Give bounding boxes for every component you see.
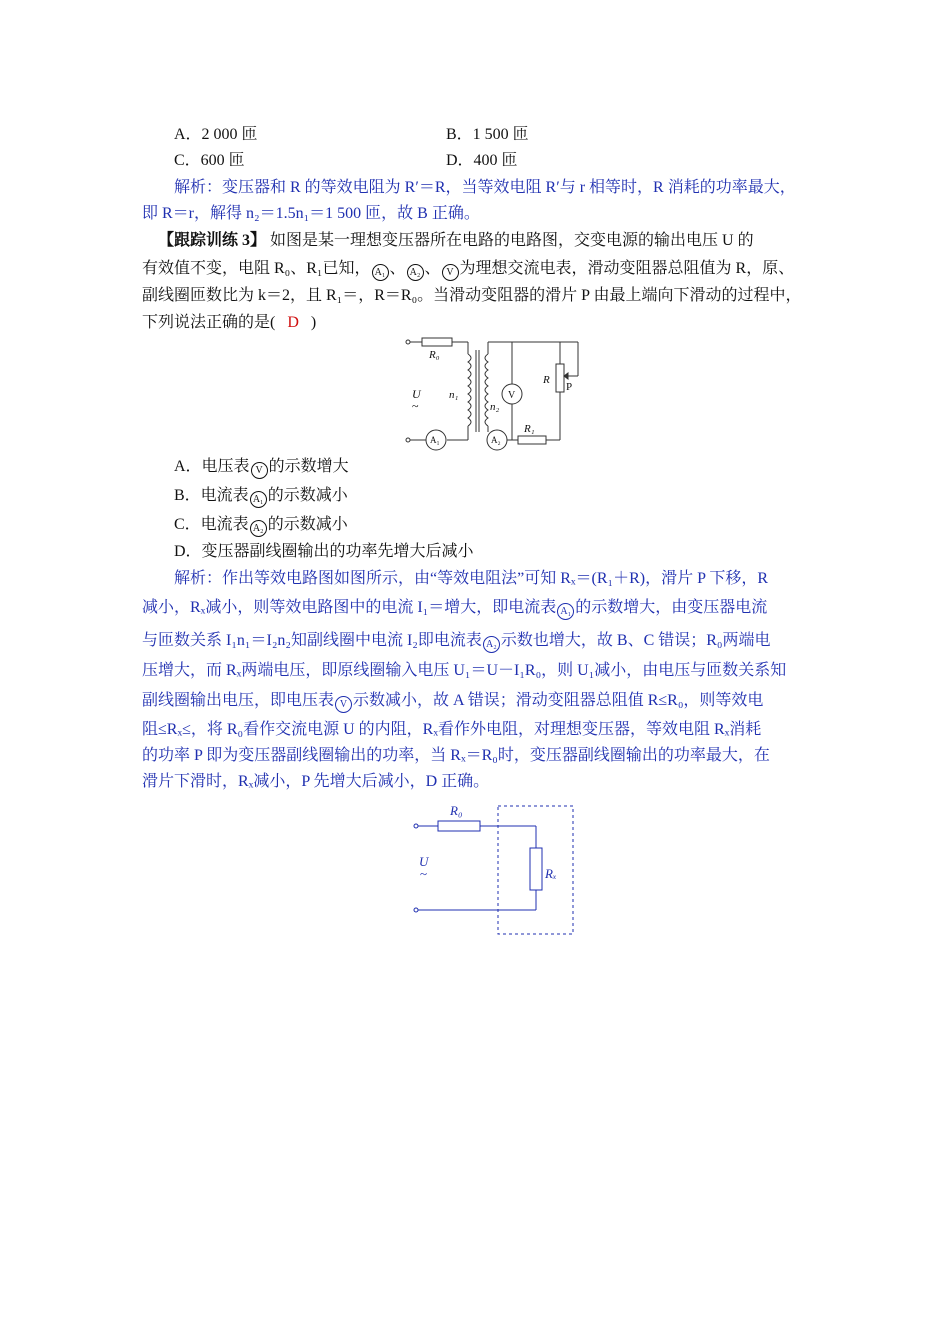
question-text-4b: ) <box>310 314 317 331</box>
equivalent-box <box>498 806 573 934</box>
analysis-l2-pre: 减小，Rₓ减小，则等效电路图中的电流 I₁＝增大，即电流表 <box>142 599 557 616</box>
analysis-l3-pre: 与匝数关系 I₁n₁＝I₂n₂知副线圈中电流 I₂即电流表 <box>142 632 482 649</box>
option-b <box>174 485 348 508</box>
label-r: R <box>543 374 550 386</box>
label-u: U <box>419 854 429 869</box>
question-line4 <box>142 312 316 334</box>
option-c-pre: C．电流表 <box>174 516 249 533</box>
rheostat-r <box>556 364 564 392</box>
analysis-line6: 阻≤Rₓ≤，将 R₀看作交流电源 U 的内阻，Rₓ看作外电阻，对理想变压器，等效电阻 Rₓ消耗 <box>142 721 762 738</box>
label-v: V <box>508 390 516 401</box>
equivalent-circuit-diagram <box>408 798 580 938</box>
analysis-line5 <box>142 690 763 713</box>
ammeter-a1-icon: A₁ <box>250 491 267 508</box>
voltmeter-icon: V <box>335 696 352 713</box>
label-n2: n₂ <box>490 401 500 413</box>
analysis-line3 <box>142 630 771 653</box>
label-r0: R₀ <box>429 349 440 361</box>
ammeter-a1-icon: A₁ <box>557 603 574 620</box>
resistor-r0 <box>438 821 480 831</box>
label-p: P <box>566 381 573 393</box>
terminal-top <box>406 340 410 344</box>
analysis-line4: 压增大，而 Rₓ两端电压，即原线圈输入电压 U₁＝U－I₁R₀，则 U₁减小，由电压与匝数关系知 <box>142 662 787 679</box>
question-text-2a: 有效值不变，电阻 R₀、R₁已知， <box>142 260 371 277</box>
primary-coil <box>468 354 471 426</box>
sep: 、 <box>424 260 441 277</box>
option-a-pre: A．电压表 <box>174 458 250 475</box>
resistor-r0 <box>422 338 452 346</box>
label-u: U <box>412 387 421 401</box>
option-b-pre: B．电流表 <box>174 487 249 504</box>
option-a-prev: A．2 000 匝 <box>174 126 258 143</box>
label-tilde: ~ <box>420 866 428 881</box>
resistor-rx <box>530 848 542 890</box>
analysis-l5-pre: 副线圈输出电压，即电压表 <box>142 692 335 709</box>
answer: D <box>287 314 299 331</box>
label-r0: R₀ <box>450 803 463 818</box>
analysis-line8: 滑片下滑时，Rₓ减小，P 先增大后减小，D 正确。 <box>142 773 490 790</box>
label-tilde: ~ <box>412 399 419 413</box>
voltmeter-icon: V <box>251 462 268 479</box>
voltmeter-icon: V <box>442 264 459 281</box>
analysis-l2-post: 的示数增大，由变压器电流 <box>575 599 768 616</box>
label-a1: A₁ <box>430 435 440 445</box>
ammeter-a1-icon: A₁ <box>372 264 389 281</box>
question-tag: 【跟踪训练 3】 <box>158 232 267 249</box>
option-a <box>174 456 349 479</box>
option-c-prev: C．600 匝 <box>174 152 245 169</box>
question-text-4a: 下列说法正确的是( <box>142 314 276 331</box>
secondary-coil <box>485 354 488 426</box>
terminal-bottom <box>414 908 418 912</box>
transformer-circuit-diagram <box>400 332 590 454</box>
analysis-line1: 解析：作出等效电路图如图所示，由“等效电阻法”可知 Rₓ＝(R₁＋R)，滑片 P 下移，R <box>174 570 769 587</box>
label-r1: R₁ <box>524 423 535 435</box>
option-c-post: 的示数减小 <box>267 516 348 533</box>
analysis-l5-post: 示数减小，故 A 错误；滑动变阻器总阻值 R≤R₀，则等效电 <box>353 692 764 709</box>
prev-analysis-line2: 即 R＝r，解得 n₂＝1.5n₁＝1 500 匝，故 B 正确。 <box>142 205 480 222</box>
option-b-prev: B．1 500 匝 <box>446 126 529 143</box>
terminal-bottom <box>406 438 410 442</box>
label-a2: A₂ <box>491 435 501 445</box>
option-d: D．变压器副线圈输出的功率先增大后减小 <box>174 543 474 560</box>
ammeter-a2-icon: A₂ <box>250 520 267 537</box>
terminal-top <box>414 824 418 828</box>
sep: 、 <box>389 260 406 277</box>
analysis-line7: 的功率 P 即为变压器副线圈输出的功率，当 Rₓ＝R₀时，变压器副线圈输出的功率最大，在 <box>142 747 770 764</box>
option-d-prev: D．400 匝 <box>446 152 518 169</box>
option-b-post: 的示数减小 <box>267 487 348 504</box>
prev-analysis-line1: 解析：变压器和 R 的等效电阻为 R′＝R，当等效电阻 R′与 r 相等时，R 消耗的功率最大， <box>174 179 796 196</box>
question-line3: 副线圈匝数比为 k＝2，且 R₁＝，R＝R₀。当滑动变阻器的滑片 P 由最上端向下滑动的过程中， <box>142 287 802 304</box>
option-a-post: 的示数增大 <box>268 458 349 475</box>
question-line1 <box>158 230 754 252</box>
ammeter-a2-icon: A₂ <box>407 264 424 281</box>
question-line2 <box>142 258 794 281</box>
label-n1: n₁ <box>449 389 459 401</box>
question-text-2b: 为理想交流电表，滑动变阻器总阻值为 R，原、 <box>459 260 795 277</box>
question-text-1: 如图是某一理想变压器所在电路的电路图，交变电源的输出电压 U 的 <box>270 232 754 249</box>
analysis-line2 <box>142 597 767 620</box>
label-rx: Rₓ <box>545 866 557 881</box>
ammeter-a2-icon: A₂ <box>483 636 500 653</box>
option-c <box>174 514 348 537</box>
resistor-r1 <box>518 436 546 444</box>
analysis-l3-post: 示数也增大，故 B、C 错误；R₀两端电 <box>500 632 771 649</box>
